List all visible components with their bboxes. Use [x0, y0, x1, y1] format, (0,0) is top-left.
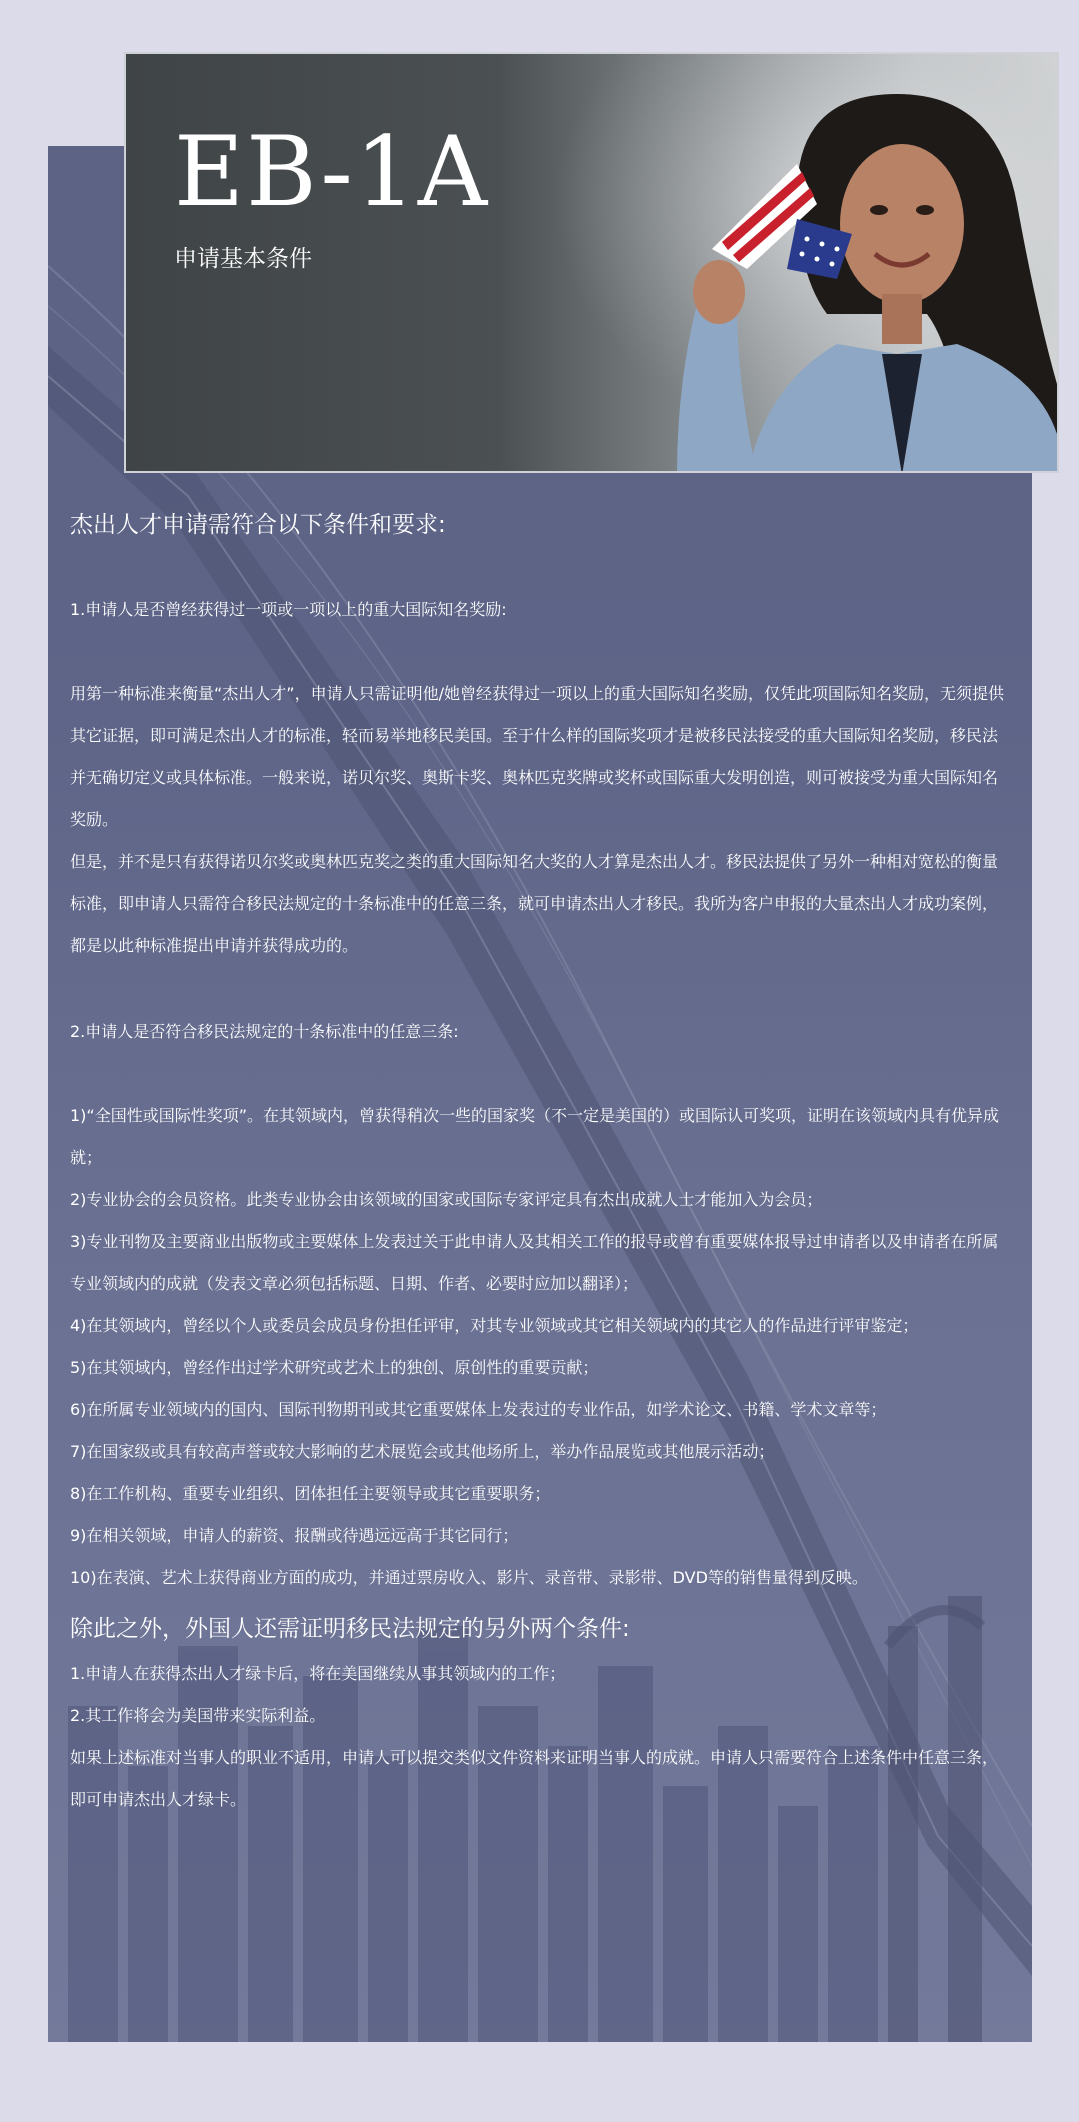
closing-note: 如果上述标准对当事人的职业不适用，申请人可以提交类似文件资料来证明当事人的成就。申请人只需要符合上述条件中任意三条，即可申请杰出人才绿卡。 [70, 1748, 999, 1809]
criteria-item: 1)“全国性或国际性奖项”。在其领域内，曾获得稍次一些的国家奖（不一定是美国的）或国际认可奖项，证明在该领域内具有优异成就； [70, 1106, 1000, 1167]
criteria-item: 8)在工作机构、重要专业组织、团体担任主要领导或其它重要职务； [70, 1484, 551, 1503]
criteria-item: 2)专业协会的会员资格。此类专业协会由该领域的国家或国际专家评定具有杰出成就人士才能加入为会员； [70, 1190, 823, 1209]
additional-condition: 2.其工作将会为美国带来实际利益。 [70, 1706, 326, 1725]
criteria-item: 5)在其领域内，曾经作出过学术研究或艺术上的独创、原创性的重要贡献； [70, 1358, 599, 1377]
section1-heading: 1.申请人是否曾经获得过一项或一项以上的重大国际知名奖励: [70, 600, 507, 619]
criteria-item: 10)在表演、艺术上获得商业方面的成功，并通过票房收入、影片、录音带、录影带、DVD等的销售量得到反映。 [70, 1568, 868, 1587]
hero-banner [124, 52, 1059, 473]
criteria-item: 9)在相关领域，申请人的薪资、报酬或待遇远远高于其它同行； [70, 1526, 519, 1545]
article-body [70, 505, 1005, 1821]
additional-condition: 1.申请人在获得杰出人才绿卡后，将在美国继续从事其领域内的工作； [70, 1664, 566, 1683]
intro-heading: 杰出人才申请需符合以下条件和要求: [70, 512, 446, 538]
criteria-item: 3)专业刊物及主要商业出版物或主要媒体上发表过关于此申请人及其相关工作的报导或曾有重要媒体报导过申请者以及申请者在所属专业领域内的成就（发表文章必须包括标题、日期、作者、必要时应加以翻译）； [70, 1232, 999, 1293]
section3-heading: 除此之外，外国人还需证明移民法规定的另外两个条件: [70, 1616, 630, 1642]
criteria-item: 6)在所属专业领域内的国内、国际刊物期刊或其它重要媒体上发表过的专业作品，如学术论文、书籍、学术文章等； [70, 1400, 887, 1419]
section1-paragraph: 用第一种标准来衡量“杰出人才”，申请人只需证明他/她曾经获得过一项以上的重大国际知名奖励，仅凭此项国际知名奖励，无须提供其它证据，即可满足杰出人才的标准，轻而易举地移民美国。至于什么样的国际奖项才是被移民法接受的重大国际知名奖励，移民法并无确切定义或具体标准。一般来说，诺贝尔奖、奥斯卡奖、奥林匹克奖牌或奖杯或国际重大发明创造，则可被接受为重大国际知名奖励。 [70, 684, 1004, 829]
criteria-item: 7)在国家级或具有较高声誉或较大影响的艺术展览会或其他场所上，举办作品展览或其他展示活动； [70, 1442, 775, 1461]
criteria-item: 4)在其领域内，曾经以个人或委员会成员身份担任评审，对其专业领域或其它相关领域内的其它人的作品进行评审鉴定； [70, 1316, 919, 1335]
hero-subtitle: 申请基本条件 [174, 246, 312, 272]
section2-heading: 2.申请人是否符合移民法规定的十条标准中的任意三条: [70, 1022, 459, 1041]
woman-photo [497, 54, 1057, 473]
hero-title: EB-1A [174, 116, 490, 228]
section1-paragraph: 但是，并不是只有获得诺贝尔奖或奥林匹克奖之类的重大国际知名大奖的人才算是杰出人才。移民法提供了另外一种相对宽松的衡量标准，即申请人只需符合移民法规定的十条标准中的任意三条，就可申请杰出人才移民。我所为客户申报的大量杰出人才成功案例，都是以此种标准提出申请并获得成功的。 [70, 852, 999, 955]
